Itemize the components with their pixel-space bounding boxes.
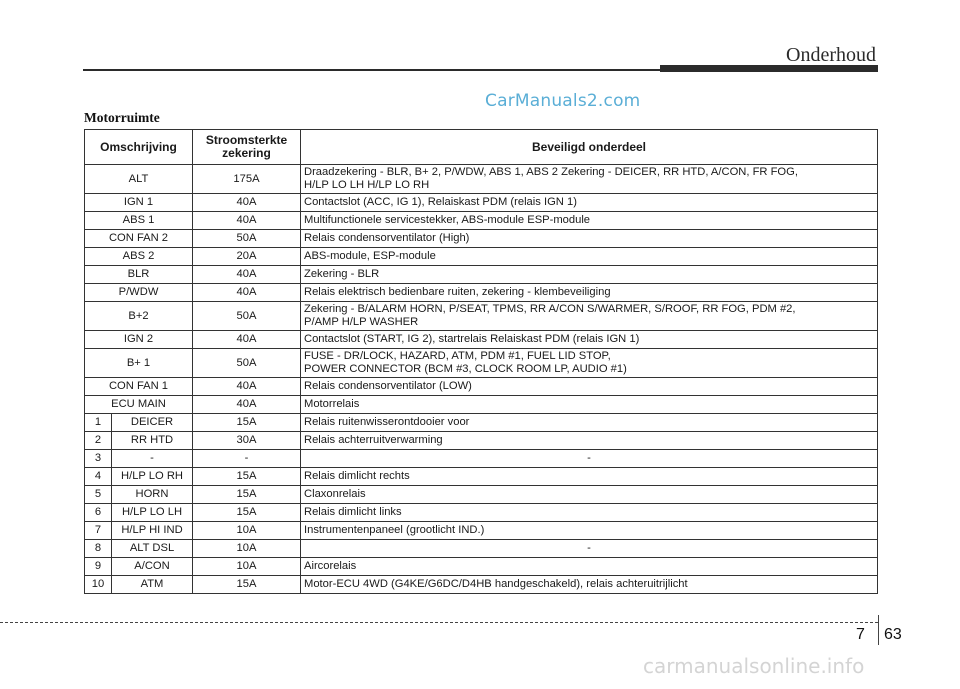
fuse-number: 1	[85, 414, 112, 432]
header-protected-part: Beveiligd onderdeel	[301, 130, 878, 165]
section-title: Motorruimte	[84, 110, 160, 125]
fuse-description: B+ 1	[85, 349, 193, 378]
protected-part-line: FUSE - DR/LOCK, HAZARD, ATM, PDM #1, FUEL LID STOP,	[304, 350, 611, 362]
fuse-amperage: 10A	[193, 540, 301, 558]
fuse-amperage: 15A	[193, 414, 301, 432]
fuse-description: H/LP HI IND	[112, 522, 193, 540]
protected-part-line: Instrumentenpaneel (grootlicht IND.)	[304, 524, 485, 536]
protected-part-line: Multifunctionele servicestekker, ABS-module ESP-module	[304, 214, 591, 226]
table-row	[85, 504, 878, 522]
fuse-table	[84, 129, 878, 594]
fuse-amperage: 50A	[193, 230, 301, 248]
chapter-number: 7	[856, 626, 865, 643]
fuse-amperage: 15A	[193, 576, 301, 594]
fuse-description: -	[112, 450, 193, 468]
protected-part-line: Draadzekering - BLR, B+ 2, P/WDW, ABS 1, ABS 2 Zekering - DEICER, RR HTD, A/CON, FR FOG,	[304, 166, 798, 178]
header-rule	[83, 69, 660, 71]
fuse-number: 3	[85, 450, 112, 468]
table-row	[85, 212, 878, 230]
fuse-amperage: 15A	[193, 486, 301, 504]
protected-part	[301, 165, 878, 194]
protected-part-line: ABS-module, ESP-module	[304, 250, 436, 262]
protected-part-line: -	[587, 452, 591, 464]
fuse-amperage: 50A	[193, 349, 301, 378]
table-row	[85, 558, 878, 576]
header-amperage	[193, 130, 301, 165]
fuse-amperage: 40A	[193, 194, 301, 212]
fuse-description: ATM	[112, 576, 193, 594]
protected-part-line: Contactslot (START, IG 2), startrelais Relaiskast PDM (relais IGN 1)	[304, 333, 640, 345]
header-description: Omschrijving	[85, 130, 193, 165]
fuse-description: A/CON	[112, 558, 193, 576]
fuse-description: ALT DSL	[112, 540, 193, 558]
protected-part	[301, 522, 878, 540]
fuse-number: 6	[85, 504, 112, 522]
protected-part	[301, 576, 878, 594]
protected-part-line: Relais elektrisch bedienbare ruiten, zekering - klembeveiliging	[304, 286, 611, 298]
table-row	[85, 540, 878, 558]
protected-part	[301, 331, 878, 349]
protected-part	[301, 504, 878, 522]
protected-part-line: Contactslot (ACC, IG 1), Relaiskast PDM (relais IGN 1)	[304, 196, 577, 208]
table-row	[85, 349, 878, 378]
header-amperage-line2: zekering	[222, 146, 271, 160]
fuse-number: 10	[85, 576, 112, 594]
watermark-top: CarManuals2.com	[485, 91, 641, 111]
protected-part-line: Motor-ECU 4WD (G4KE/G6DC/D4HB handgeschakeld), relais achteruitrijlicht	[304, 578, 688, 590]
fuse-number: 4	[85, 468, 112, 486]
fuse-number: 7	[85, 522, 112, 540]
table-row	[85, 331, 878, 349]
table-header-row	[85, 130, 878, 165]
fuse-amperage: 40A	[193, 331, 301, 349]
protected-part-line: P/AMP H/LP WASHER	[304, 316, 419, 328]
table-row	[85, 284, 878, 302]
protected-part-line: POWER CONNECTOR (BCM #3, CLOCK ROOM LP, AUDIO #1)	[304, 363, 627, 375]
protected-part	[301, 230, 878, 248]
fuse-amperage: 10A	[193, 522, 301, 540]
protected-part	[301, 468, 878, 486]
fuse-description: ABS 1	[85, 212, 193, 230]
header-amperage-line1: Stroomsterkte	[205, 133, 288, 147]
table-row	[85, 396, 878, 414]
fuse-amperage: 40A	[193, 396, 301, 414]
protected-part-line: Zekering - BLR	[304, 268, 380, 280]
footer-separator	[878, 615, 879, 645]
fuse-amperage: 40A	[193, 266, 301, 284]
protected-part-line: H/LP LO LH H/LP LO RH	[304, 179, 430, 191]
protected-part	[301, 414, 878, 432]
fuse-amperage: 30A	[193, 432, 301, 450]
fuse-amperage: 10A	[193, 558, 301, 576]
fuse-description: CON FAN 2	[85, 230, 193, 248]
table-row	[85, 486, 878, 504]
protected-part	[301, 558, 878, 576]
table-row	[85, 302, 878, 331]
fuse-amperage: 40A	[193, 212, 301, 230]
fuse-description: H/LP LO RH	[112, 468, 193, 486]
table-row	[85, 468, 878, 486]
fuse-number: 9	[85, 558, 112, 576]
table-row	[85, 378, 878, 396]
protected-part-line: Relais ruitenwisserontdooier voor	[304, 416, 470, 428]
protected-part	[301, 284, 878, 302]
fuse-description: B+2	[85, 302, 193, 331]
protected-part	[301, 212, 878, 230]
fuse-amperage: 40A	[193, 378, 301, 396]
fuse-amperage: 15A	[193, 504, 301, 522]
fuse-amperage: 50A	[193, 302, 301, 331]
protected-part	[301, 450, 878, 468]
table-row	[85, 450, 878, 468]
table-row	[85, 414, 878, 432]
protected-part	[301, 540, 878, 558]
protected-part-line: -	[587, 542, 591, 554]
protected-part-line: Relais condensorventilator (High)	[304, 232, 470, 244]
protected-part	[301, 349, 878, 378]
protected-part-line: Aircorelais	[304, 560, 357, 572]
fuse-amperage: -	[193, 450, 301, 468]
protected-part	[301, 432, 878, 450]
protected-part-line: Relais condensorventilator (LOW)	[304, 380, 472, 392]
protected-part-line: Zekering - B/ALARM HORN, P/SEAT, TPMS, RR A/CON S/WARMER, S/ROOF, RR FOG, PDM #2,	[304, 303, 796, 315]
chapter-title: Onderhoud	[786, 44, 876, 66]
table-row	[85, 248, 878, 266]
table-row	[85, 432, 878, 450]
watermark-bottom: carmanualsonline.info	[643, 654, 865, 678]
fuse-description: P/WDW	[85, 284, 193, 302]
fuse-number: 8	[85, 540, 112, 558]
fuse-amperage: 20A	[193, 248, 301, 266]
fuse-amperage: 15A	[193, 468, 301, 486]
fuse-description: DEICER	[112, 414, 193, 432]
protected-part	[301, 248, 878, 266]
table-row	[85, 165, 878, 194]
protected-part-line: Relais dimlicht links	[304, 506, 402, 518]
protected-part	[301, 194, 878, 212]
fuse-description: ALT	[85, 165, 193, 194]
protected-part	[301, 486, 878, 504]
protected-part	[301, 302, 878, 331]
table-row	[85, 266, 878, 284]
fuse-number: 2	[85, 432, 112, 450]
fuse-description: H/LP LO LH	[112, 504, 193, 522]
page-number: 63	[884, 626, 902, 643]
fuse-description: IGN 2	[85, 331, 193, 349]
protected-part	[301, 266, 878, 284]
fuse-description: BLR	[85, 266, 193, 284]
table-row	[85, 522, 878, 540]
fuse-description: ECU MAIN	[85, 396, 193, 414]
fuse-description: RR HTD	[112, 432, 193, 450]
protected-part-line: Claxonrelais	[304, 488, 366, 500]
protected-part-line: Motorrelais	[304, 398, 360, 410]
fuse-description: CON FAN 1	[85, 378, 193, 396]
fuse-description: ABS 2	[85, 248, 193, 266]
fuse-description: IGN 1	[85, 194, 193, 212]
fuse-description: HORN	[112, 486, 193, 504]
protected-part-line: Relais achterruitverwarming	[304, 434, 443, 446]
protected-part	[301, 396, 878, 414]
footer-dash-line	[0, 622, 878, 623]
protected-part	[301, 378, 878, 396]
table-row	[85, 576, 878, 594]
fuse-amperage: 175A	[193, 165, 301, 194]
table-row	[85, 194, 878, 212]
fuse-number: 5	[85, 486, 112, 504]
fuse-amperage: 40A	[193, 284, 301, 302]
protected-part-line: Relais dimlicht rechts	[304, 470, 410, 482]
table-row	[85, 230, 878, 248]
